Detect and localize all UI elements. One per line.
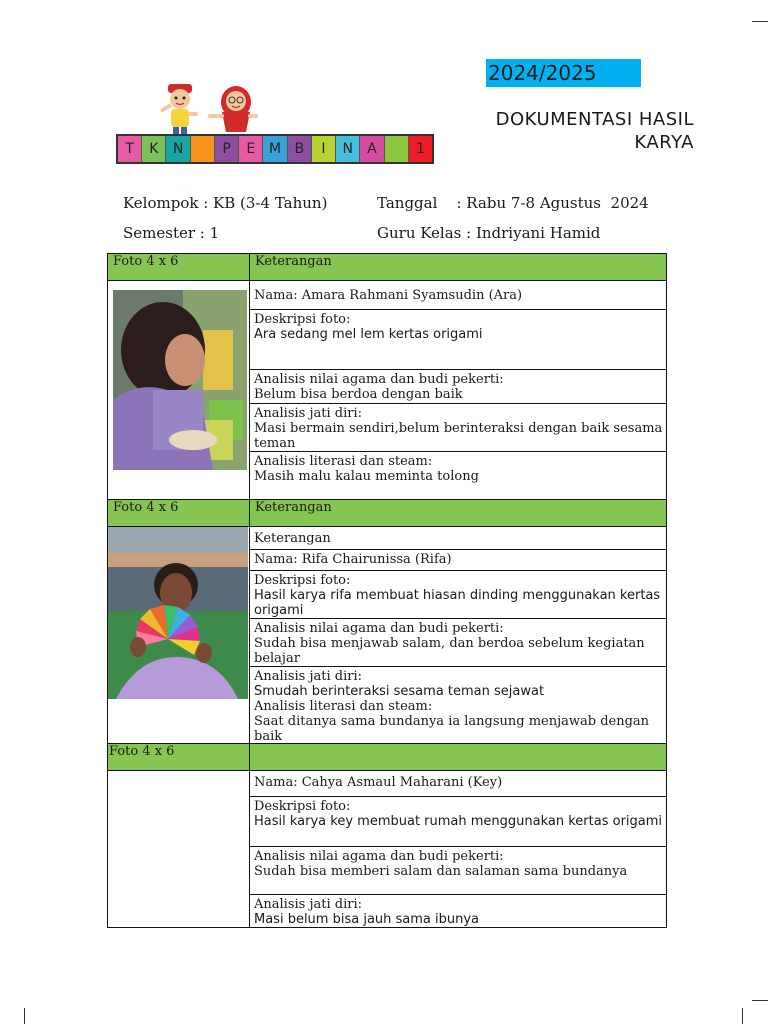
title-line-2: KARYA bbox=[634, 132, 694, 153]
record-header-row bbox=[108, 500, 667, 527]
title-line-1: DOKUMENTASI HASIL bbox=[495, 109, 694, 130]
keterangan-header-cell: Keterangan bbox=[250, 254, 667, 281]
photo-header-cell: Foto 4 x 6 bbox=[108, 744, 250, 771]
nama-block: Nama: Rifa Chairunissa (Rifa) bbox=[250, 549, 666, 570]
kelompok-text: Kelompok : KB (3-4 Tahun) bbox=[123, 194, 328, 212]
document-title bbox=[434, 108, 694, 154]
record-row bbox=[108, 527, 667, 744]
guru-kelas-text: Guru Kelas : Indriyani Hamid bbox=[377, 224, 601, 242]
photo-cell bbox=[108, 527, 250, 744]
jati-diri-block: Analisis jati diri: Masi belum bisa jauh sama ibunya bbox=[250, 894, 666, 927]
crop-mark-top-right bbox=[752, 21, 768, 22]
crop-mark-bottom-right-v bbox=[742, 1008, 743, 1024]
deskripsi-block: Deskripsi foto: Ara sedang mel lem kertas origami bbox=[250, 309, 666, 369]
nama-block: Nama: Amara Rahmani Syamsudin (Ara) bbox=[254, 288, 523, 303]
strip-letter: A bbox=[360, 136, 384, 162]
crop-mark-bottom-left bbox=[24, 1008, 25, 1024]
keterangan-cell bbox=[250, 281, 667, 500]
keterangan-cell bbox=[250, 527, 667, 744]
documentation-table bbox=[107, 253, 667, 928]
boy-figure bbox=[160, 84, 198, 135]
photo-cell-empty bbox=[108, 771, 250, 928]
student-photo-rifa bbox=[108, 527, 248, 699]
strip-letter: K bbox=[142, 136, 166, 162]
keterangan-cell bbox=[250, 771, 667, 928]
school-year-badge: 2024/2025 bbox=[486, 59, 641, 87]
record-header-row bbox=[108, 254, 667, 281]
strip-letter bbox=[385, 136, 409, 162]
strip-letter: B bbox=[288, 136, 312, 162]
strip-letter: E bbox=[239, 136, 263, 162]
tanggal-text: Tanggal : Rabu 7-8 Agustus 2024 bbox=[377, 194, 649, 212]
student-photo-ara bbox=[113, 290, 247, 470]
nama-block: Nama: Cahya Asmaul Maharani (Key) bbox=[254, 775, 503, 790]
agama-block: Analisis nilai agama dan budi pekerti: Sudah bisa menjawab salam, dan berdoa sebelum kegiatan belajar bbox=[250, 618, 666, 666]
record-row bbox=[108, 281, 667, 500]
semester-text: Semester : 1 bbox=[123, 224, 220, 242]
deskripsi-block: Deskripsi foto: Hasil karya key membuat rumah menggunakan kertas origami bbox=[250, 796, 666, 846]
strip-letter bbox=[191, 136, 215, 162]
photo-header-cell: Foto 4 x 6 bbox=[108, 500, 250, 527]
strip-letter: I bbox=[312, 136, 336, 162]
strip-letter: M bbox=[263, 136, 287, 162]
photo-header-cell: Foto 4 x 6 bbox=[108, 254, 250, 281]
literasi-block: Analisis literasi dan steam: Masih malu kalau meminta tolong bbox=[250, 451, 666, 499]
strip-letter: 1 bbox=[409, 136, 432, 162]
school-name-strip bbox=[116, 134, 434, 164]
jati-literasi-block: Analisis jati diri: Smudah berinteraksi sesama teman sejawat Analisis literasi dan steam: Saat ditanya sama bundanya ia langsung menjawab dengan baik bbox=[250, 666, 666, 743]
strip-letter: N bbox=[336, 136, 360, 162]
girl-figure bbox=[208, 86, 258, 132]
keterangan-repeat-block: Keterangan bbox=[254, 531, 331, 546]
record-row bbox=[108, 771, 667, 928]
record-header-row bbox=[108, 744, 667, 771]
jati-diri-block: Analisis jati diri: Masi bermain sendiri,belum berinteraksi dengan baik sesama teman bbox=[250, 403, 666, 451]
strip-letter: T bbox=[118, 136, 142, 162]
crop-mark-bottom-right-h bbox=[752, 1000, 768, 1001]
photo-cell bbox=[108, 281, 250, 500]
agama-block: Analisis nilai agama dan budi pekerti: Belum bisa berdoa dengan baik bbox=[250, 369, 666, 403]
strip-letter: P bbox=[215, 136, 239, 162]
agama-block: Analisis nilai agama dan budi pekerti: Sudah bisa memberi salam dan salaman sama bundanya bbox=[250, 846, 666, 894]
keterangan-header-cell bbox=[250, 744, 667, 771]
keterangan-header-cell: Keterangan bbox=[250, 500, 667, 527]
strip-letter: N bbox=[166, 136, 190, 162]
kids-illustration bbox=[152, 82, 264, 136]
deskripsi-block: Deskripsi foto: Hasil karya rifa membuat hiasan dinding menggunakan kertas origami bbox=[250, 570, 666, 618]
